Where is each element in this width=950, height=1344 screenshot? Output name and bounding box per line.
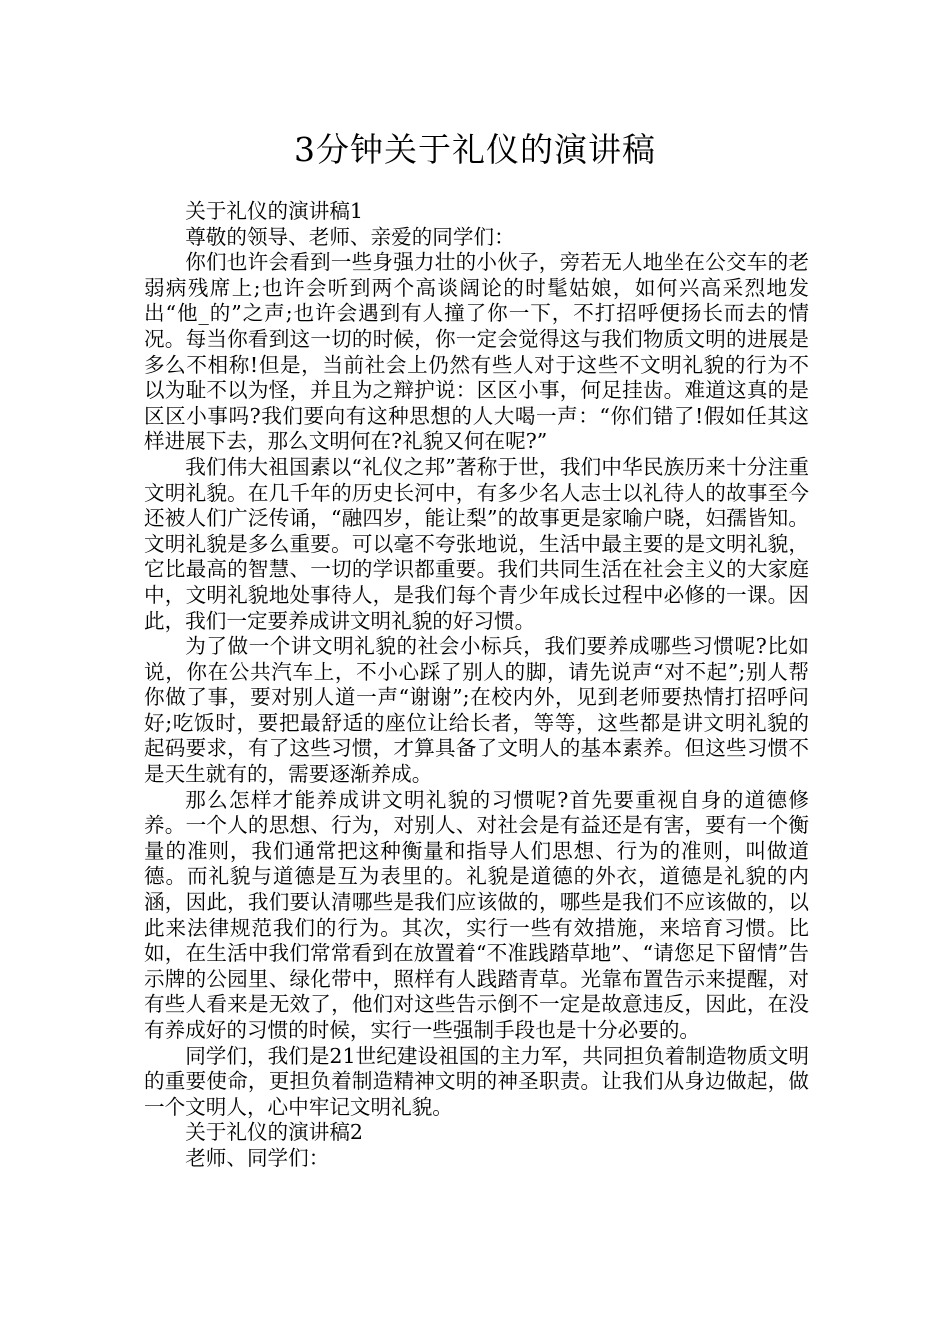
body-paragraph: 你们也许会看到一些身强力壮的小伙子，旁若无人地坐在公交车的老弱病残席上;也许会听到两个高谈阔论的时髦姑娘，如何兴高采烈地发出“他_的”之声;也许会遇到有人撞了你一下，不打招呼便扬长而去的情况。每当你看到这一切的时候，你一定会觉得这与我们物质文明的进展是多么不相称!但是，当前社会上仍然有些人对于这些不文明礼貌的行为不以为耻不以为怪，并且为之辩护说：区区小事，何足挂齿。难道这真的是区区小事吗?我们要向有这种思想的人大喝一声：“你们错了!假如任其这样进展下去，那么文明何在?礼貌又何在呢?” [144,250,809,454]
body-paragraph: 同学们，我们是21世纪建设祖国的主力军，共同担负着制造物质文明的重要使命，更担负着制造精神文明的神圣职责。让我们从身边做起，做一个文明人，心中牢记文明礼貌。 [144,1043,809,1119]
body-paragraph: 为了做一个讲文明礼貌的社会小标兵，我们要养成哪些习惯呢?比如说，你在公共汽车上，不小心踩了别人的脚，请先说声“对不起”;别人帮你做了事，要对别人道一声“谢谢”;在校内外，见到老师要热情打招呼问好;吃饭时，要把最舒适的座位让给长者，等等，这些都是讲文明礼貌的起码要求，有了这些习惯，才算具备了文明人的基本素养。但这些习惯不是天生就有的，需要逐渐养成。 [144,634,809,787]
document-title: 3分钟关于礼仪的演讲稿 [294,130,656,169]
document-body [144,199,809,1172]
body-paragraph: 那么怎样才能养成讲文明礼貌的习惯呢?首先要重视自身的道德修养。一个人的思想、行为，对别人、对社会是有益还是有害，要有一个衡量的准则，我们通常把这种衡量和指导人们思想、行为的准则，叫做道德。而礼貌与道德是互为表里的。礼貌是道德的外衣，道德是礼貌的内涵，因此，我们要认清哪些是我们应该做的，哪些是我们不应该做的，以此来法律规范我们的行为。其次，实行一些有效措施，来培育习惯。比如，在生活中我们常常看到在放置着“不准践踏草地”、“请您足下留情”告示牌的公园里、绿化带中，照样有人践踏青草。光靠布置告示来提醒，对有些人看来是无效了，他们对这些告示倒不一定是故意违反，因此，在没有养成好的习惯的时候，实行一些强制手段也是十分必要的。 [144,787,809,1042]
salutation-1: 尊敬的领导、老师、亲爱的同学们： [185,224,515,249]
salutation-2: 老师、同学们： [185,1145,330,1170]
body-paragraph: 我们伟大祖国素以“礼仪之邦”著称于世，我们中华民族历来十分注重文明礼貌。在几千年的历史长河中，有多少名人志士以礼待人的故事至今还被人们广泛传诵，“融四岁，能让梨”的故事更是家喻户晓，妇孺皆知。文明礼貌是多么重要。可以毫不夸张地说，生活中最主要的是文明礼貌，它比最高的智慧、一切的学识都重要。我们共同生活在社会主义的大家庭中，文明礼貌地处事待人，是我们每个青少年成长过程中必修的一课。因此，我们一定要养成讲文明礼貌的好习惯。 [144,454,809,633]
section-heading-1: 关于礼仪的演讲稿1 [185,199,364,223]
section-heading-2: 关于礼仪的演讲稿2 [185,1120,364,1145]
